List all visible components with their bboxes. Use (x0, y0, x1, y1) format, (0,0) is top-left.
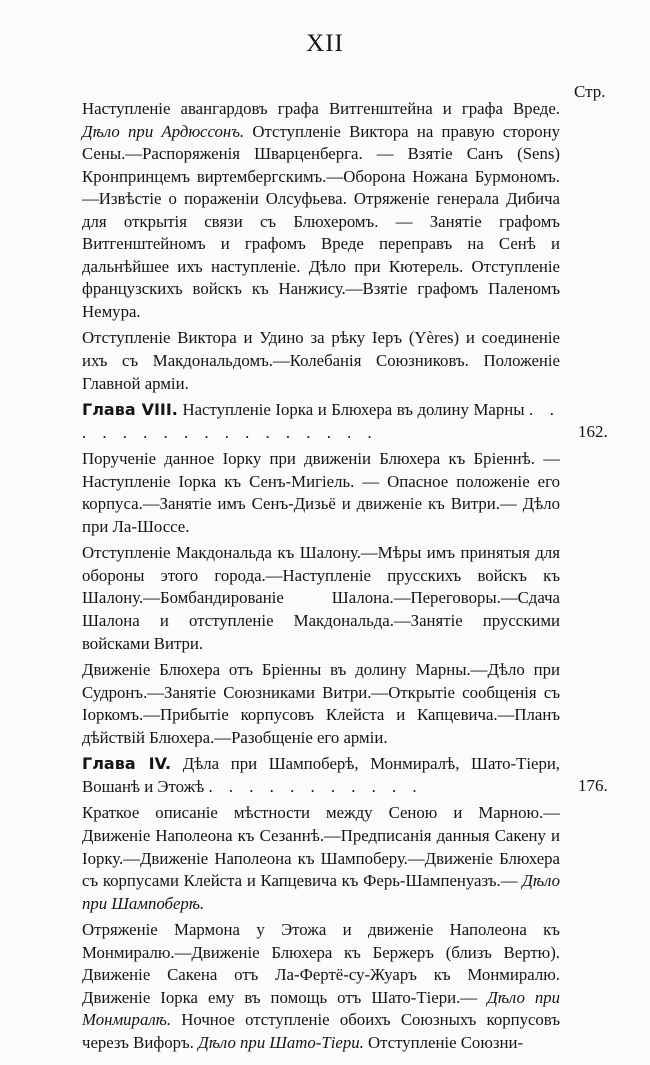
toc-paragraph-6 (82, 802, 560, 915)
toc-paragraph-7 (82, 919, 560, 1054)
toc-paragraph-5 (82, 659, 560, 749)
toc-text: Наступленіе авангардовъ графа Витгенштейна и графа Вреде. (82, 99, 560, 118)
toc-text: Отступленіе Виктора и Удино за рѣку Іеръ (Yères) и соединеніе ихъ съ Макдональдомъ.—Колебанія Союзниковъ. Положеніе Главной арміи. (82, 328, 560, 393)
chapter-page-ref: 176. (578, 776, 608, 796)
toc-paragraph-1 (82, 98, 560, 323)
chapter-heading: Глава VIII. (82, 400, 178, 420)
toc-text: Отступленіе Виктора на правую сторону Сены.—Распоряженія Шварценберга. — Взятіе Санъ (Sens) Кронпринцемъ виртембергскимъ.—Оборона Ножана Бурмономъ.—Извѣстіе о пораженіи Олсуфьева. Отряженіе генерала Дибича для открытія связи съ Блюхеромъ. — Занятіе графомъ Витгенштейномъ и графомъ Вреде переправъ на Сенѣ и дальнѣйшее ихъ наступленіе. Дѣло при Кютерель. Отступленіе французскихъ войскъ къ Нанжису.—Взятіе графомъ Паленомъ Немура. (82, 121, 560, 321)
toc-text: Порученіе данное Іорку при движеніи Блюхера къ Бріеннѣ. —Наступленіе Іорка къ Сенъ-Мигіель. — Опасное положеніе его корпуса.—Занятіе имъ Сенъ-Дизьё и движеніе къ Витри.— Дѣло при Ла-Шоссе. (82, 449, 560, 536)
toc-text: Ночное отступленіе обоихъ Союзныхъ корпусовъ черезъ Вифоръ. (82, 1010, 560, 1052)
dot-leader: . . . . . . . . . . . (208, 776, 423, 796)
dot-leader: . . . . . . . . . . . . . . . . . (82, 400, 560, 442)
chapter-title: Дѣла при Шампоберѣ, Монмиралѣ, Шато-Тіери, Вошанѣ и Этожѣ (82, 754, 561, 796)
toc-text: Отступленіе Союзни- (368, 1032, 524, 1052)
toc-italic-battle: Дѣло при Монмиралѣ. (82, 987, 560, 1030)
toc-text: Отряженіе Мармона у Этожа и движеніе Наполеона къ Монмиралю.—Движеніе Блюхера къ Бержеръ (близъ Вертю). Движеніе Сакена отъ Ла-Фертё-су-Жуаръ къ Монмиралю. Движеніе Іорка ему въ помощь отъ Шато-Тіери.— (82, 920, 560, 1007)
toc-text: Краткое описаніе мѣстности между Сеною и Марною.— Движеніе Наполеона къ Сезаннѣ.—Предписанія данныя Сакену и Іорку.—Движеніе Наполеона къ Шампоберу.—Движеніе Блюхера съ корпусами Клейста и Капцевича къ Ферь-Шампенуазъ.— (82, 803, 560, 891)
toc-italic-battle: Дѣло при Ардюссонъ. (82, 121, 245, 141)
toc-italic-battle: Дѣло при Шато-Тіери. (198, 1032, 364, 1052)
chapter-title: Наступленіе Іорка и Блюхера въ долину Марны (182, 400, 525, 420)
chapter-heading: Глава IV. (82, 754, 172, 774)
page-column-label: Стр. (574, 82, 606, 101)
page-number: XII (306, 30, 344, 57)
toc-italic-battle: Дѣло при Шампоберѣ. (82, 871, 560, 913)
chapter-page-ref: 162. (578, 422, 608, 442)
toc-text: Отступленіе Макдональда къ Шалону.—Мѣры имъ принятыя для обороны этого города.—Наступленіе прусскихъ войскъ къ Шалону.—Бомбандированіе Шалона.—Переговоры.—Сдача Шалона и отступленіе Макдональда.—Занятіе прусскими войсками Витри. (82, 543, 560, 653)
toc-paragraph-2 (82, 327, 560, 395)
toc-paragraph-3 (82, 448, 560, 538)
toc-text: Движеніе Блюхера отъ Бріенны въ долину Марны.—Дѣло при Судронъ.—Занятіе Союзниками Витри.—Открытіе сообщенія съ Іоркомъ.—Прибытіе корпусовъ Клейста и Капцевича.—Планъ дѣйствій Блюхера.—Разобщеніе его арміи. (82, 660, 560, 747)
chapter-8-entry (82, 399, 608, 444)
toc-paragraph-4 (82, 542, 560, 655)
chapter-4-entry (82, 753, 608, 798)
table-of-contents-text (82, 98, 608, 1054)
